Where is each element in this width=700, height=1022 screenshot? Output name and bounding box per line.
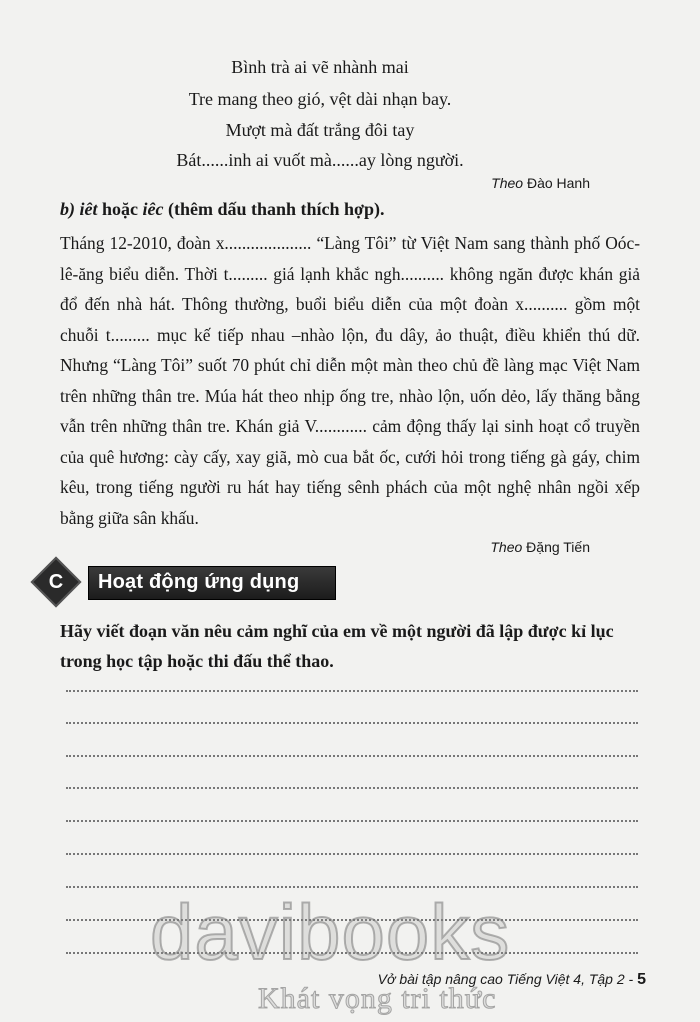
answer-line[interactable] bbox=[66, 853, 638, 855]
writing-prompt: Hãy viết đoạn văn nêu cảm nghĩ của em về một người đã lập được kỉ lục trong học tập hoặc thi đấu thể thao. bbox=[60, 621, 614, 671]
poem-line-1: Bình trà ai vẽ nhành mai bbox=[231, 57, 409, 77]
footer-book-title: Vở bài tập nâng cao Tiếng Việt 4, Tập 2 - bbox=[377, 971, 634, 987]
page-footer bbox=[378, 971, 646, 989]
exercise-b-term2: iêc bbox=[142, 199, 164, 219]
exercise-b-connector: hoặc bbox=[102, 199, 138, 219]
answer-line[interactable] bbox=[66, 820, 638, 822]
section-letter: C bbox=[48, 571, 64, 593]
poem-credit bbox=[491, 175, 590, 191]
exercise-b-instruction: (thêm dấu thanh thích hợp). bbox=[167, 199, 385, 219]
exercise-b-heading bbox=[60, 198, 385, 220]
page-number: 5 bbox=[637, 971, 646, 988]
answer-line[interactable] bbox=[66, 787, 638, 789]
section-title: Hoạt động ứng dụng bbox=[98, 571, 300, 593]
paragraph-credit-author: Đặng Tiến bbox=[526, 539, 590, 555]
poem-credit-prefix: Theo bbox=[491, 175, 524, 191]
answer-line[interactable] bbox=[66, 755, 638, 757]
poem-line-3: Mượt mà đất trắng đôi tay bbox=[225, 120, 415, 140]
section-c-header bbox=[36, 562, 316, 610]
poem-line-4: Bát......inh ai vuốt mà......ay lòng người. bbox=[176, 150, 464, 170]
exercise-b-label: b) bbox=[60, 199, 75, 219]
answer-line[interactable] bbox=[66, 690, 638, 692]
poem-credit-author: Đào Hanh bbox=[526, 175, 590, 191]
paragraph-credit-prefix: Theo bbox=[490, 539, 523, 555]
watermark-brand: davibooks bbox=[150, 888, 511, 976]
watermark-slogan: Khát vọng tri thức bbox=[258, 982, 497, 1015]
paragraph-credit bbox=[490, 539, 590, 555]
poem-line-2: Tre mang theo gió, vệt dài nhạn bay. bbox=[188, 89, 452, 109]
answer-line[interactable] bbox=[66, 722, 638, 724]
exercise-b-paragraph: Tháng 12-2010, đoàn x.................... “Làng Tôi” từ Việt Nam sang thành phố Oóc-lê-ăng biểu diễn. Thời t......... giá lạnh khắc ngh.......... không ngăn được khán giả đổ đến nhà hát. Thông thường, buổi biểu diễn của một đoàn x.......... gồm một chuỗi t......... mục kế tiếp nhau –nhào lộn, đu dây, ảo thuật, điều khiển thú dữ. Nhưng “Làng Tôi” suốt 70 phút chỉ diễn một màn theo chủ đề làng mạc Việt Nam trên những thân tre. Múa hát theo nhịp ống tre, nhào lộn, uốn dẻo, lấy thăng bằng vẫn trên những thân tre. Khán giả V............ cảm động thấy lại sinh hoạt cổ truyền của quê hương: cày cấy, xay giã, mò cua bắt ốc, cưới hỏi trong tiếng gà gáy, chim kêu, trong tiếng người ru hát hay tiếng sênh phách của một nghệ nhân ngồi xếp bằng giữa sân khấu. bbox=[60, 233, 640, 528]
exercise-b-term1: iêt bbox=[79, 199, 98, 219]
